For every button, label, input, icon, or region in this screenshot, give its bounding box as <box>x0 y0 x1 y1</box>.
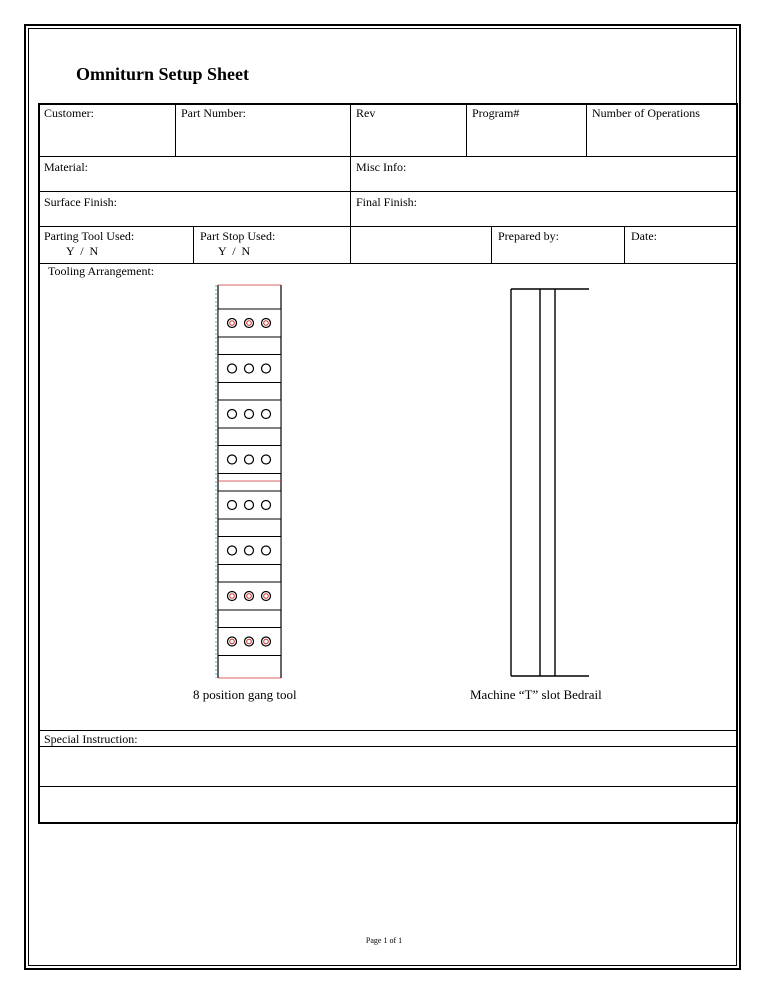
tool-hole-icon <box>245 455 254 464</box>
program-field[interactable]: Program# <box>472 106 520 120</box>
part-number-field[interactable]: Part Number: <box>181 106 246 120</box>
final-finish-field[interactable]: Final Finish: <box>356 195 418 209</box>
tool-hole-icon <box>262 410 271 419</box>
misc-info-field[interactable]: Misc Info: <box>356 160 407 174</box>
tool-hole-icon <box>245 592 254 601</box>
divider <box>39 786 737 787</box>
special-instruction-label: Special Instruction: <box>44 732 138 746</box>
rev-field[interactable]: Rev <box>356 106 376 120</box>
parting-tool-yn[interactable]: Y / N <box>66 244 99 258</box>
material-field[interactable]: Material: <box>44 160 88 174</box>
tool-hole-icon <box>228 364 237 373</box>
tool-hole-icon <box>245 546 254 555</box>
bedrail-caption: Machine “T” slot Bedrail <box>470 687 602 702</box>
tool-hole-icon <box>228 319 237 328</box>
tool-hole-icon <box>228 546 237 555</box>
page-title: Omniturn Setup Sheet <box>76 64 250 84</box>
tool-hole-icon <box>262 455 271 464</box>
tool-hole-icon <box>262 546 271 555</box>
tool-hole-icon <box>228 592 237 601</box>
part-stop-yn[interactable]: Y / N <box>218 244 251 258</box>
tool-hole-icon <box>245 319 254 328</box>
gang-tool-caption: 8 position gang tool <box>193 687 297 702</box>
tooling-arrangement-label: Tooling Arrangement: <box>48 264 155 278</box>
tool-hole-icon <box>245 364 254 373</box>
tool-hole-icon <box>228 410 237 419</box>
tool-hole-icon <box>245 637 254 646</box>
special-instruction-line-2[interactable] <box>39 788 737 822</box>
special-instruction-line-1[interactable] <box>39 748 737 785</box>
bedrail-diagram <box>511 289 589 676</box>
tool-hole-icon <box>228 455 237 464</box>
date-field[interactable]: Date: <box>631 229 657 243</box>
divider <box>39 730 737 731</box>
tool-hole-icon <box>228 501 237 510</box>
part-stop-label: Part Stop Used: <box>200 229 276 243</box>
page-footer: Page 1 of 1 <box>365 936 403 945</box>
tool-hole-icon <box>262 501 271 510</box>
surface-finish-field[interactable]: Surface Finish: <box>44 195 117 209</box>
tool-hole-icon <box>245 410 254 419</box>
prepared-by-field[interactable]: Prepared by: <box>498 229 559 243</box>
tool-hole-icon <box>245 501 254 510</box>
tool-hole-icon <box>262 364 271 373</box>
operations-field[interactable]: Number of Operations <box>592 106 700 120</box>
tool-hole-icon <box>262 637 271 646</box>
tool-hole-icon <box>262 319 271 328</box>
divider <box>39 746 737 747</box>
tool-hole-icon <box>228 637 237 646</box>
parting-tool-label: Parting Tool Used: <box>44 229 135 243</box>
customer-field[interactable]: Customer: <box>44 106 94 120</box>
gang-tool-diagram <box>216 285 281 678</box>
tool-hole-icon <box>262 592 271 601</box>
